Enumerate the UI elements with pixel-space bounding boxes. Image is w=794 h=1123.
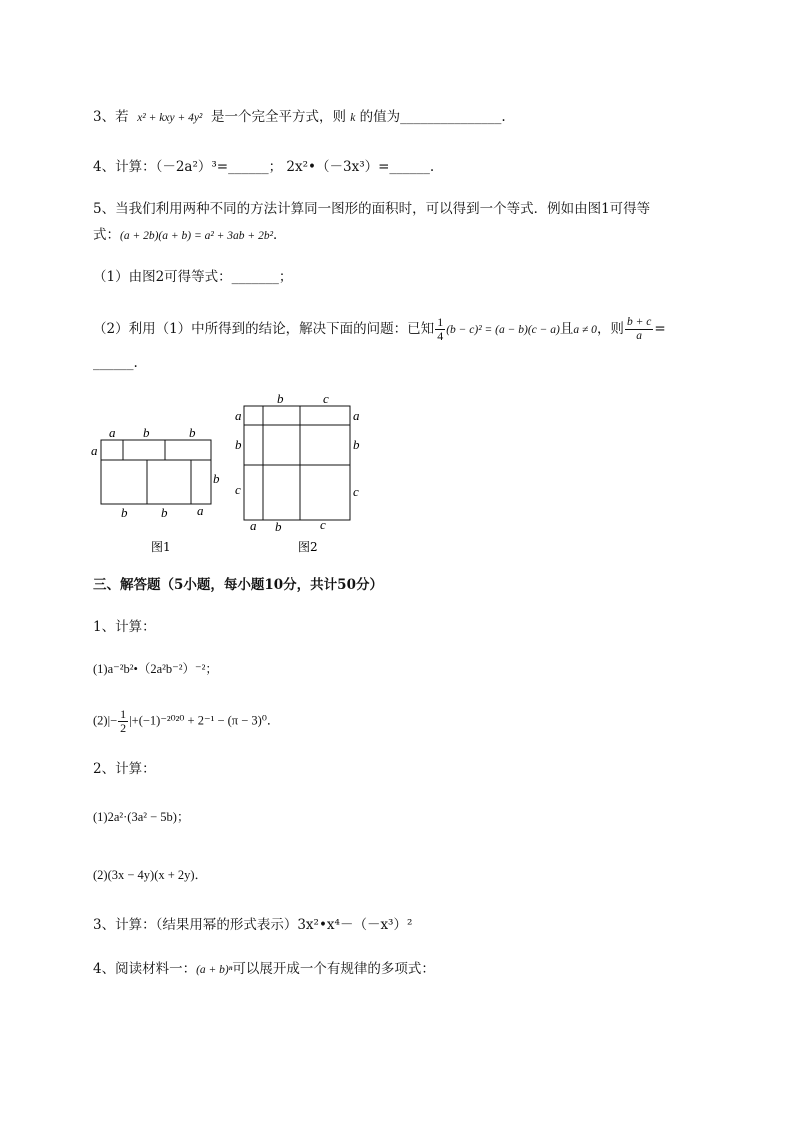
q5-part2-condition: a ≠ 0 [573,324,597,336]
question-4 [93,158,434,176]
p1-sub2-prefix: (2)|− [93,713,118,728]
q4-text2: 2x²•（－3x³）=______. [286,159,435,175]
problem-4 [93,960,435,979]
p4-expression: (a + b)ⁿ [196,964,233,976]
q5-fraction-quarter [435,316,445,343]
fig2-bottom-label-3: c [320,517,326,532]
fig2-caption: 图2 [298,540,318,554]
q5-part2-mid: 且 [559,321,574,337]
fig2-left-label-3: c [235,482,241,497]
p1-fraction-half [118,708,128,735]
q4-text1: 4、计算：（－2a²）³=______； [93,159,283,175]
question-5-blank: ______. [93,355,138,371]
fig2-left-label-2: b [235,437,242,452]
q5-line2-suffix: ． [273,227,287,243]
fig1-bottom-label-1: b [121,505,128,520]
question-5-line2 [93,226,287,245]
frac-denominator: 4 [437,329,444,343]
q3-variable: k [350,112,356,124]
q3-prefix: 3、若 [93,109,129,125]
q5-part2-expression: (b − c)² = (a − b)(c − a) [446,324,560,336]
fig2-bottom-label-2: b [275,519,282,534]
p4-suffix: 可以展开成一个有规律的多项式： [232,961,435,977]
q3-expression: x² + kxy + 4y² [137,112,203,124]
problem-1-sub2 [93,708,279,735]
fig2-top-label-2: c [323,391,329,406]
problem-2-sub2: (2)(3x − 4y)(x + 2y)． [93,868,208,882]
problem-2-title: 2、计算： [93,761,156,777]
fig2-right-label-2: b [353,437,360,452]
problem-1-sub1: (1)a⁻²b²•（2a²b⁻²）⁻²； [93,662,218,676]
fig1-right-label: b [213,471,220,486]
fig2-right-label-1: a [353,408,360,423]
figure-2 [230,388,370,560]
fig2-bottom-label-1: a [250,518,257,533]
problem-3: 3、计算：（结果用幂的形式表示）3x²•x⁴－（－x³）² [93,917,413,933]
fig2-top-label-1: b [277,391,284,406]
fig1-top-label-3: b [189,425,196,440]
fig2-left-label-1: a [235,408,242,423]
frac-numerator: b + c [626,316,652,328]
p1-sub2-rest: |+(−1)⁻²⁰²⁰ + 2⁻¹ − (π − 3)⁰ [129,713,267,728]
q5-fraction-result [625,316,653,343]
question-5-part1: （1）由图2可得等式：_______； [93,269,293,285]
fig1-left-label: a [91,443,98,458]
question-5-line1: 5、当我们利用两种不同的方法计算同一图形的面积时，可以得到一个等式．例如由图1可得等 [93,201,651,217]
frac-denominator: 2 [120,721,127,735]
q5-part2-eq: = [654,321,666,337]
problem-1-title: 1、计算： [93,619,156,635]
fig1-caption: 图1 [151,540,171,554]
question-3 [93,108,506,127]
fig1-top-label-2: b [143,425,150,440]
frac-denominator: a [636,330,642,342]
q3-middle: 是一个完全平方式，则 [210,109,346,125]
q3-suffix: 的值为_______________. [359,109,506,125]
q5-part2-then: ，则 [596,321,624,337]
frac-numerator: 1 [120,707,127,721]
problem-2-sub1: (1)2a²·(3a² − 5b)； [93,810,190,824]
q5-part2-prefix: （2）利用（1）中所得到的结论，解决下面的问题：已知 [93,321,435,337]
figure-1 [85,420,225,560]
q5-line2-prefix: 式： [93,227,120,243]
q5-line2-expression: (a + 2b)(a + b) = a² + 3ab + 2b² [120,230,274,242]
p1-sub2-end: ． [266,713,280,728]
section-3-heading: 三、解答题（5小题，每小题10分，共计50分） [93,577,383,593]
frac-numerator: 1 [437,315,444,329]
p4-prefix: 4、阅读材料一： [93,961,197,977]
fig2-right-label-3: c [353,484,359,499]
fig1-top-label-1: a [109,425,116,440]
question-5-part2 [93,316,666,343]
fig1-bottom-label-3: a [197,503,204,518]
fig1-bottom-label-2: b [161,505,168,520]
